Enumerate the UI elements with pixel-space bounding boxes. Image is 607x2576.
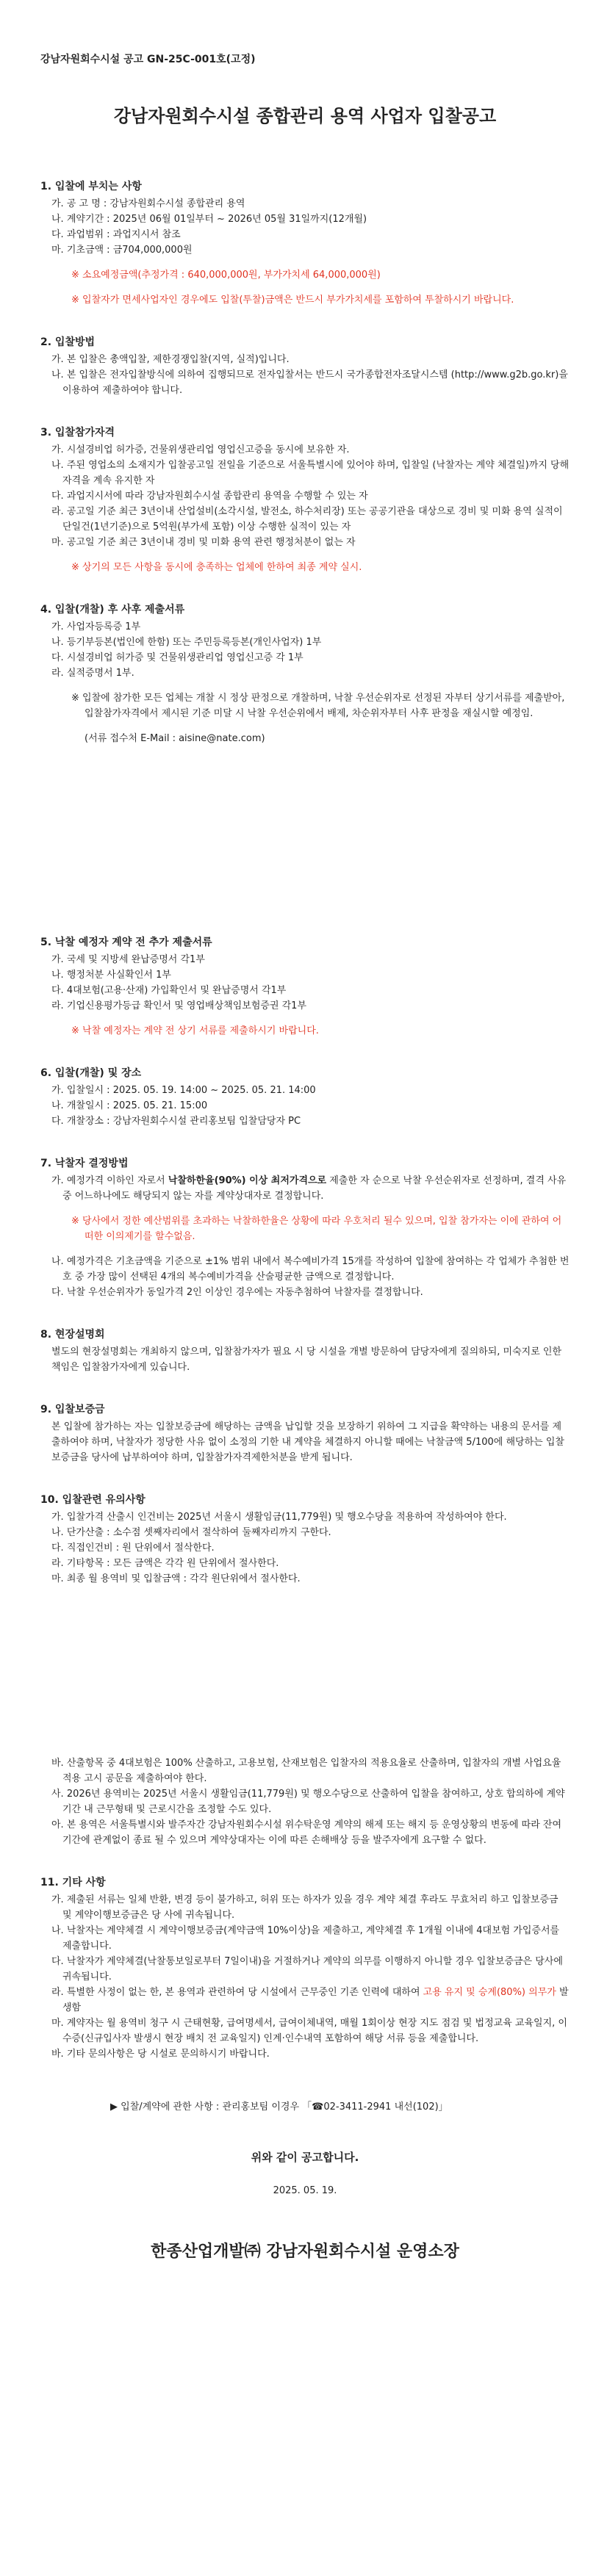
- section-title: 3. 입찰참가자격: [40, 427, 115, 439]
- section-6: [40, 1065, 570, 1129]
- list-item: 마. 공고일 기준 최근 3년이내 경비 및 미화 용역 관련 행정처분이 없는 자: [51, 537, 356, 548]
- list-item: 다. 과업지시서에 따라 강남자원회수시설 종합관리 용역을 수행할 수 있는 자: [51, 491, 368, 502]
- section-title: 10. 입찰관련 유의사항: [40, 1494, 146, 1506]
- text-segment: 가. 예정가격 이하인 자로서: [51, 1175, 168, 1186]
- list-item: 다. 과업범위 : 과업지시서 참조: [51, 229, 181, 240]
- list-item: 가. 본 입찰은 총액입찰, 제한경쟁입찰(지역, 실적)입니다.: [51, 354, 290, 365]
- paragraph: 별도의 현장설명회는 개최하지 않으며, 입찰참가자가 필요 시 당 시설을 개별 방문하여 담당자에게 질의하되, 미숙지로 인한 책임은 입찰참가자에게 있습니다.: [51, 1346, 562, 1373]
- list-item: 가. 제출된 서류는 일체 반환, 변경 등이 불가하고, 허위 또는 하자가 있을 경우 계약 체결 후라도 무효처리 하고 입찰보증금 및 계약이행보증금은 당 사에 귀속됩니다.: [51, 1894, 558, 1921]
- section-3: [40, 425, 570, 575]
- list-item: [40, 1173, 570, 1204]
- list-item: 다. 낙찰자가 계약체결(낙찰통보일로부터 7일이내)을 거절하거나 계약의 의무를 이행하지 아니할 경우 입찰보증금은 당사에 귀속됩니다.: [51, 1956, 563, 1982]
- list-item: 라. 기타항목 : 모든 금액은 각각 원 단위에서 절사한다.: [51, 1558, 279, 1569]
- list-item: 나. 단가산출 : 소수점 셋째자리에서 절삭하여 둘째자리까지 구한다.: [51, 1527, 331, 1538]
- page-gap: [40, 773, 570, 934]
- section-title: 2. 입찰방법: [40, 336, 96, 348]
- section-title: 7. 낙찰자 결정방법: [40, 1158, 129, 1169]
- page-title: 강남자원회수시설 종합관리 용역 사업자 입찰공고: [113, 106, 497, 126]
- contact-info: ▶ 입찰/계약에 관한 사항 : 관리홍보팀 이경우 「☎02-3411-2941 내선(102)」: [110, 2101, 448, 2113]
- list-item: 사. 2026년 용역비는 2025년 서울시 생활임금(11,779원) 및 행오수당으로 산출하여 입찰을 참여하고, 상호 합의하에 계약기간 내 근무형태 및 근로시간을 조정할 수도 있다.: [51, 1789, 565, 1815]
- list-item: 나. 낙찰자는 계약체결 시 계약이행보증금(계약금액 10%이상)을 제출하고, 계약체결 후 1개월 이내에 4대보험 가입증서를 제출합니다.: [51, 1925, 560, 1952]
- email-contact: (서류 접수처 E-Mail : aisine@nate.com): [85, 733, 265, 744]
- list-item: 가. 공 고 명 : 강남자원회수시설 종합관리 용역: [51, 198, 245, 209]
- list-item: 가. 입찰일시 : 2025. 05. 19. 14:00 ~ 2025. 05. 21. 14:00: [51, 1085, 316, 1096]
- section-1: [40, 178, 570, 308]
- list-item: 가. 입찰가격 산출시 인건비는 2025년 서울시 생활임금(11,779원) 및 행오수당을 적용하여 작성하여야 한다.: [51, 1512, 507, 1523]
- list-item: [40, 1985, 570, 2016]
- issuer-name: 한종산업개발㈜ 강남자원회수시설 운영소장: [151, 2243, 459, 2261]
- text-segment: 라. 특별한 사정이 없는 한, 본 용역과 관련하여 당 시설에서 근무중인 기존 인력에 대하여: [51, 1987, 423, 1998]
- section-title: 1. 입찰에 부치는 사항: [40, 181, 142, 192]
- page-gap: [40, 1587, 570, 1756]
- section-2: [40, 334, 570, 398]
- list-item: 다. 개찰장소 : 강남자원회수시설 관리홍보팀 입찰담당자 PC: [51, 1116, 301, 1127]
- section-5: [40, 934, 570, 1039]
- list-item: 나. 등기부등본(법인에 한함) 또는 주민등록등본(개인사업자) 1부: [51, 637, 322, 648]
- text-segment: 발생함: [62, 1987, 569, 2013]
- note: ※ 상기의 모든 사항을 동시에 충족하는 업체에 한하여 최종 계약 실시.: [71, 562, 362, 573]
- section-title: 5. 낙찰 예정자 계약 전 추가 제출서류: [40, 937, 212, 948]
- list-item: 바. 산출항목 중 4대보험은 100% 산출하고, 고용보험, 산재보험은 입찰자의 적용요율로 산출하며, 입찰자의 개별 사업요율적용 고시 공문을 제출하여야 한다.: [51, 1758, 561, 1784]
- list-item: 나. 계약기간 : 2025년 06월 01일부터 ~ 2026년 05월 31일까지(12개월): [51, 214, 367, 225]
- list-item: 가. 사업자등록증 1부: [51, 621, 141, 632]
- section-4: [40, 602, 570, 746]
- list-item: 나. 주된 영업소의 소재지가 입찰공고일 전일을 기준으로 서울특별시에 있어야 하며, 입찰일 (낙찰자는 계약 체결일)까지 당해 자격을 계속 유지한 자: [51, 460, 570, 486]
- section-10: [40, 1492, 570, 1848]
- list-item: 마. 최종 월 용역비 및 입찰금액 : 각각 원단위에서 절사한다.: [51, 1573, 301, 1584]
- list-item: 마. 기초금액 : 금704,000,000원: [51, 245, 193, 256]
- notice-document: [40, 51, 570, 2262]
- emphasis-text: 고용 유지 및 승계(80%) 의무가: [423, 1987, 556, 1998]
- list-item: 라. 공고일 기준 최근 3년이내 산업설비(소각시설, 발전소, 하수처리장) 또는 공공기관을 대상으로 경비 및 미화 용역 실적이 단일건(1년기준)으로 5억원(부가세 포함) 이상 수행한 실적이 있는 자: [51, 506, 563, 533]
- note: ※ 당사에서 정한 예산범위를 초과하는 낙찰하한율은 상황에 따라 우호처리 될수 있으며, 입찰 참가자는 이에 관하여 어떠한 이의제기를 할수없음.: [71, 1216, 562, 1242]
- list-item: 바. 기타 문의사항은 당 시설로 문의하시기 바랍니다.: [51, 2049, 270, 2060]
- list-item: 라. 실적증명서 1부.: [51, 668, 134, 679]
- section-title: 8. 현장설명회: [40, 1329, 105, 1341]
- closing-statement: 위와 같이 공고합니다.: [251, 2151, 359, 2164]
- section-title: 4. 입찰(개찰) 후 사후 제출서류: [40, 604, 185, 616]
- section-11: [40, 1875, 570, 2062]
- notice-number: 강남자원회수시설 공고 GN-25C-001호(고정): [40, 54, 256, 65]
- section-7: [40, 1155, 570, 1300]
- list-item: 나. 본 입찰은 전자입찰방식에 의하여 집행되므로 전자입찰서는 반드시 국가종합전자조달시스템 (http://www.g2b.go.kr)을 이용하여 제출하여야 합니다.: [51, 369, 568, 396]
- text-segment: 제출한 자 순으로 낙찰 우선순위자로 선정하며, 결격 사유 중 어느하나에도 해당되지 않는 자를 계약상대자로 결정합니다.: [62, 1175, 567, 1202]
- list-item: 다. 낙찰 우선순위자가 동일가격 2인 이상인 경우에는 자동추첨하여 낙찰자를 결정합니다.: [51, 1287, 423, 1298]
- list-item: 다. 4대보험(고용·산재) 가입확인서 및 완납증명서 각1부: [51, 985, 287, 996]
- list-item: 아. 본 용역은 서울특별시와 발주자간 강남자원회수시설 위수탁운영 계약의 해제 또는 해지 등 운영상황의 변동에 따라 잔여기간에 관계없이 종료 될 수 있으며 계약상대자는 이에 따른 손해배상 등을 발주자에게 요구할 수 없다.: [51, 1819, 562, 1846]
- list-item: 마. 계약자는 월 용역비 청구 시 근태현황, 급여명세서, 급여이체내역, 매월 1회이상 현장 지도 점검 및 법정교육 교육일지, 이수증(신규입사자 발생시 현장 배치 전 교육일지) 인계·인수내역 포함하여 해당 서류 등을 제출합니다.: [51, 2018, 567, 2044]
- notice-date: 2025. 05. 19.: [273, 2185, 337, 2196]
- emphasis-text: 낙찰하한율(90%) 이상 최저가격으로: [168, 1175, 327, 1186]
- note: ※ 입찰자가 면세사업자인 경우에도 입찰(투찰)금액은 반드시 부가가치세를 포함하여 투찰하시기 바랍니다.: [71, 295, 514, 306]
- note: ※ 소요예정금액(추정가격 : 640,000,000원, 부가가치세 64,000,000원): [71, 270, 381, 281]
- section-title: 6. 입찰(개찰) 및 장소: [40, 1067, 142, 1079]
- paragraph: 본 입찰에 참가하는 자는 입찰보증금에 해당하는 금액을 납입할 것을 보장하기 위하여 그 지급을 확약하는 내용의 문서를 제출하여야 하며, 낙찰자가 정당한 사유 없이 소정의 기한 내 계약을 체결하지 아니할 때에는 낙찰금액 5/100에 해당하는 입찰보증금을 당사에 납부하여야 하며, 입찰참가자격제한처분을 받게 됩니다.: [51, 1421, 564, 1463]
- list-item: 나. 개찰일시 : 2025. 05. 21. 15:00: [51, 1100, 208, 1111]
- section-title: 11. 기타 사항: [40, 1877, 106, 1888]
- list-item: 다. 직접인건비 : 원 단위에서 절삭한다.: [51, 1543, 215, 1554]
- section-title: 9. 입찰보증금: [40, 1404, 105, 1415]
- list-item: 다. 시설경비업 허가증 및 건물위생관리업 영업신고증 각 1부: [51, 652, 304, 663]
- section-8: [40, 1327, 570, 1375]
- note: ※ 입찰에 참가한 모든 업체는 개찰 시 정상 판정으로 개찰하며, 낙찰 우선순위자로 선정된 자부터 상기서류를 제출받아, 입찰참가자격에서 제시된 기준 미달 시 낙찰 우선순위에서 배제, 차순위자부터 사후 판정을 재실시할 예정임.: [71, 693, 565, 719]
- list-item: 라. 기업신용평가등급 확인서 및 영업배상책임보험증권 각1부: [51, 1000, 307, 1011]
- list-item: 가. 시설경비업 허가증, 건물위생관리업 영업신고증을 동시에 보유한 자.: [51, 444, 350, 455]
- note: ※ 낙찰 예정자는 계약 전 상기 서류를 제출하시기 바랍니다.: [71, 1025, 319, 1036]
- list-item: 나. 행정처분 사실확인서 1부: [51, 970, 171, 981]
- list-item: 나. 예정가격은 기초금액을 기준으로 ±1% 범위 내에서 복수예비가격 15개를 작성하여 입찰에 참여하는 각 업체가 추첨한 번호 중 가장 많이 선택된 4개의 복수예비가격을 산술평균한 금액으로 결정합니다.: [51, 1256, 570, 1282]
- section-9: [40, 1401, 570, 1465]
- list-item: 가. 국세 및 지방세 완납증명서 각1부: [51, 954, 205, 965]
